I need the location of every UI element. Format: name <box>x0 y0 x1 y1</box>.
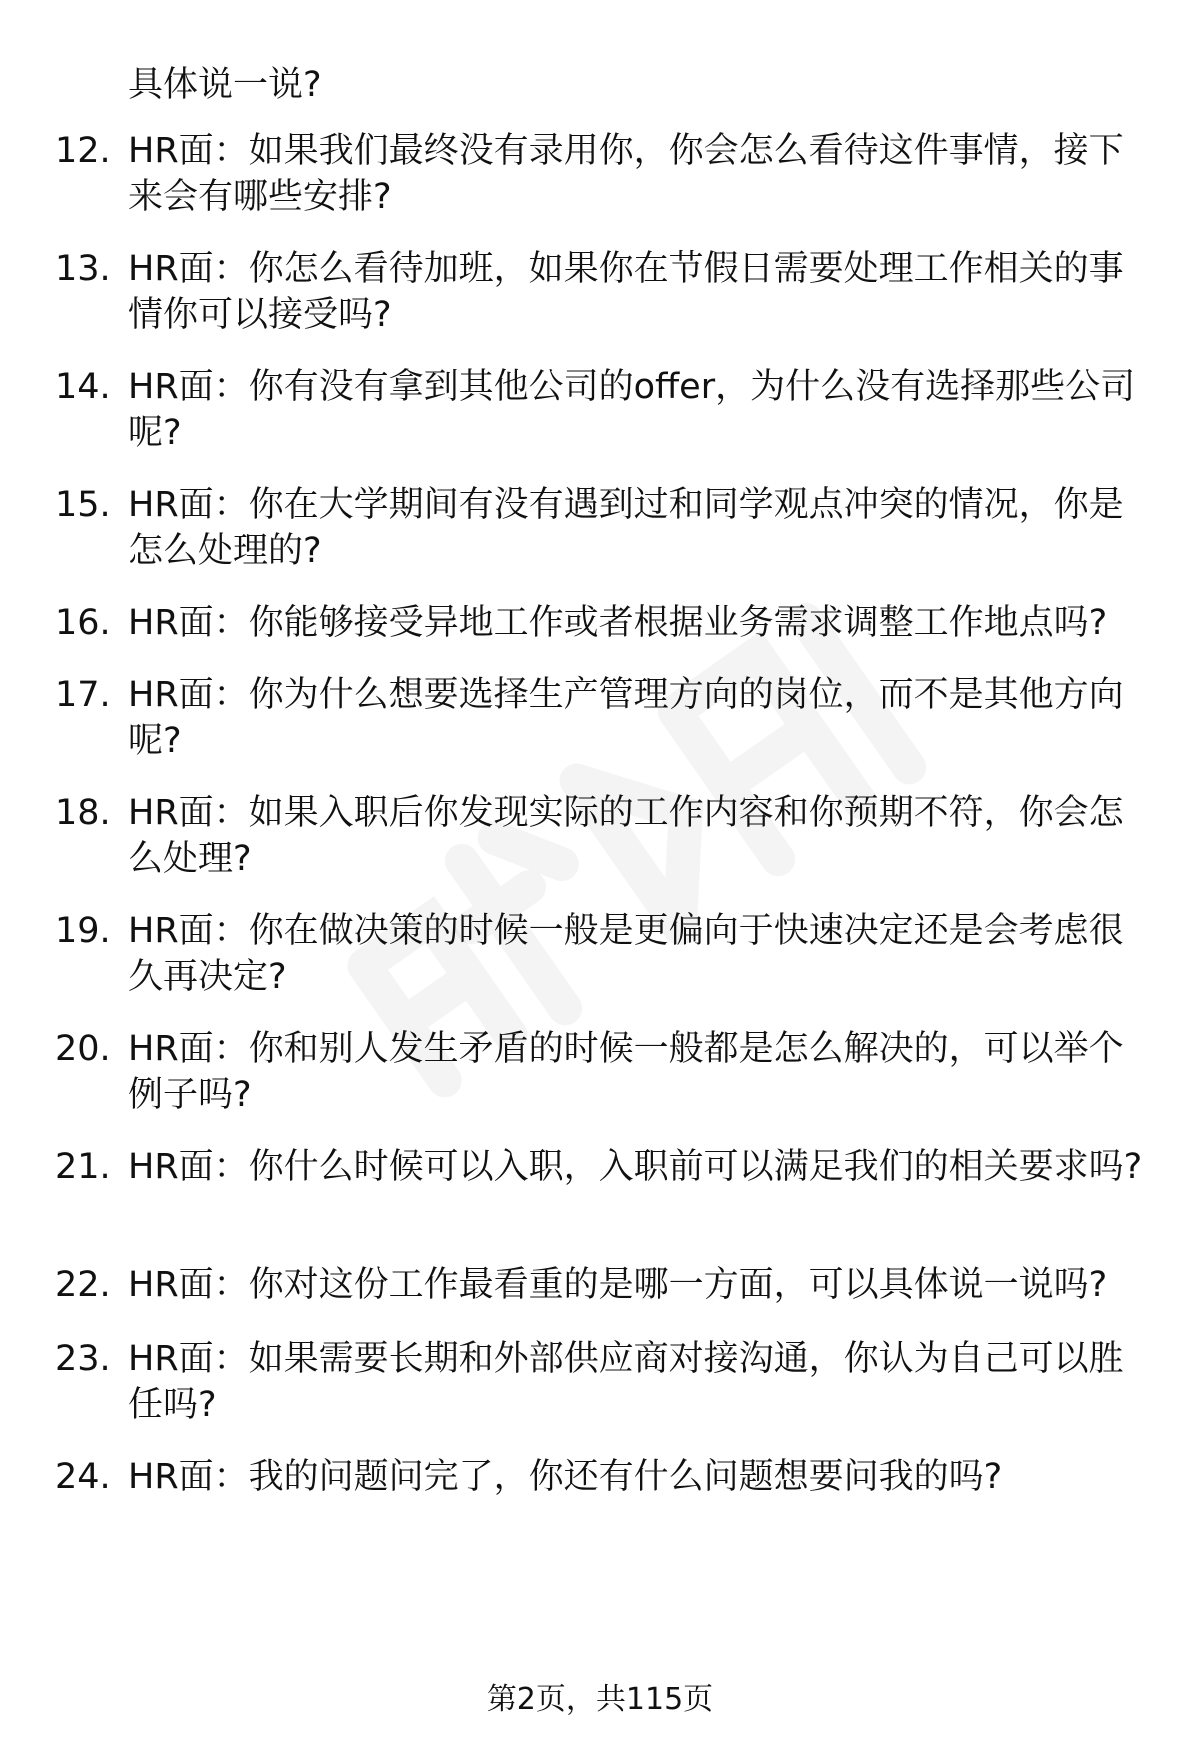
question-text: HR面：你和别人发生矛盾的时候一般都是怎么解决的，可以举个例子吗? <box>128 1029 1124 1115</box>
question-number: 20. <box>55 1029 111 1069</box>
continuation-text: 具体说一说? <box>128 65 322 105</box>
question-number: 23. <box>55 1339 111 1379</box>
question-number: 19. <box>55 911 111 951</box>
question-text: HR面：你怎么看待加班，如果你在节假日需要处理工作相关的事情你可以接受吗? <box>128 249 1124 335</box>
question-number: 22. <box>55 1265 111 1305</box>
question-number: 24. <box>55 1457 111 1497</box>
question-number: 15. <box>55 485 111 525</box>
question-number: 12. <box>55 131 111 171</box>
question-text: HR面：你在做决策的时候一般是更偏向于快速决定还是会考虑很久再决定? <box>128 911 1124 997</box>
question-number: 18. <box>55 793 111 833</box>
question-text: HR面：你对这份工作最看重的是哪一方面，可以具体说一说吗? <box>128 1265 1108 1305</box>
question-text: HR面：如果需要长期和外部供应商对接沟通，你认为自己可以胜任吗? <box>128 1339 1124 1425</box>
question-number: 13. <box>55 249 111 289</box>
question-text: HR面：你在大学期间有没有遇到过和同学观点冲突的情况，你是怎么处理的? <box>128 485 1124 571</box>
question-text: HR面：如果入职后你发现实际的工作内容和你预期不符，你会怎么处理? <box>128 793 1124 879</box>
question-number: 16. <box>55 603 111 643</box>
page-footer: 第2页，共115页 <box>486 1682 714 1717</box>
question-text: HR面：你为什么想要选择生产管理方向的岗位，而不是其他方向呢? <box>128 675 1124 761</box>
question-number: 21. <box>55 1147 111 1187</box>
question-number: 17. <box>55 675 111 715</box>
question-text: HR面：你什么时候可以入职，入职前可以满足我们的相关要求吗? <box>128 1147 1143 1187</box>
question-text: HR面：如果我们最终没有录用你，你会怎么看待这件事情，接下来会有哪些安排? <box>128 131 1124 217</box>
question-text: HR面：你能够接受异地工作或者根据业务需求调整工作地点吗? <box>128 603 1108 643</box>
question-text: HR面：你有没有拿到其他公司的offer，为什么没有选择那些公司呢? <box>128 367 1136 453</box>
question-text: HR面：我的问题问完了，你还有什么问题想要问我的吗? <box>128 1457 1003 1497</box>
question-number: 14. <box>55 367 111 407</box>
